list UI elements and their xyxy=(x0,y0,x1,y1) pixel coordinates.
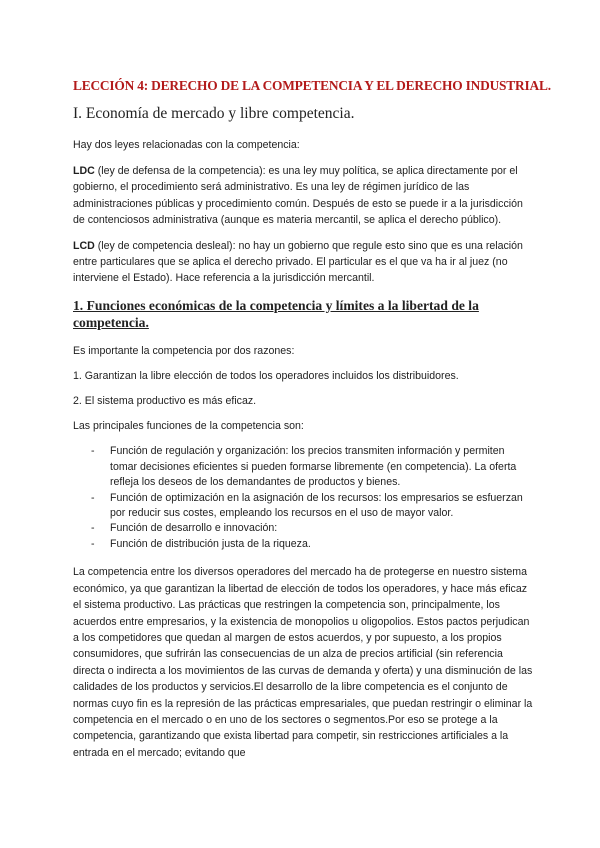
bullet-dash: - xyxy=(91,522,95,535)
reason-1: 1. Garantizan la libre elección de todos los operadores incluidos los distribuidores. xyxy=(73,369,459,382)
list-item xyxy=(91,521,533,536)
lcd-text: (ley de competencia desleal): no hay un gobierno que regule esto sino que es una relación entre particulares que se aplica el derecho privado. El particular es el que va ha ir al juez (no interviene el Estado). Hace referencia a la jurisdicción mercantil. xyxy=(73,240,523,285)
reasons-intro: Es importante la competencia por dos razones: xyxy=(73,344,295,357)
lcd-term: LCD xyxy=(73,240,95,253)
bullet-dash: - xyxy=(91,537,95,550)
lcd-paragraph xyxy=(73,238,533,287)
bullet-dash: - xyxy=(91,491,95,504)
list-item xyxy=(91,491,533,522)
subsection-title: 1. Funciones económicas de la competencia y límites a la libertad de la competencia. xyxy=(73,297,479,330)
document-page xyxy=(73,78,551,761)
bullet-dash: - xyxy=(91,445,95,458)
list-item xyxy=(91,444,533,490)
function-text: Función de optimización en la asignación de los recursos: los empresarios se esfuerzan por reducir sus costes, empleando los recursos en el uso de mayor valor. xyxy=(110,491,523,520)
closing-paragraph: La competencia entre los diversos operadores del mercado ha de protegerse en nuestro sistema económico, ya que garantizan la libertad de elección de todos los operadores, y hace más eficaz el sistema productivo. Las prácticas que restringen la competencia son, principalmente, los acuerdos entre empresarios, y la existencia de monopolios u oligopolios. Estos pactos perjudican a los competidores que quedan al margen de estos acuerdos, y por supuesto, a los propios consumidores, que sufrirán las consecuencias de un alza de precios artificial (sin referencia directa o indirecta a los movimientos de las curvas de demanda y oferta) y una disminución de las calidades de los productos y servicios.El desarrollo de la libre competencia es el conjunto de normas cuyo fin es la represión de las prácticas empresariales, que puedan restringir o eliminar la competencia en el mercado o en uno de los sectores o segmentos.Por eso se protege a la competencia, garantizando que exista libertad para competir, sin restricciones artificiales a la entrada en el mercado; evitando que xyxy=(73,566,533,759)
lesson-title: LECCIÓN 4: DERECHO DE LA COMPETENCIA Y EL DERECHO INDUSTRIAL. xyxy=(73,78,551,93)
ldc-text: (ley de defensa de la competencia): es una ley muy política, se aplica directamente por el gobierno, el procedimiento será administrativo. Es una ley de régimen jurídico de las administraciones públicas y procedimiento común. Después de esto se puede ir a la jurisdicción de contenciosos administrativa (aunque es materia mercantil, se aplica el derecho público). xyxy=(73,165,523,226)
functions-intro: Las principales funciones de la competencia son: xyxy=(73,420,304,433)
function-text: Función de distribución justa de la riqueza. xyxy=(110,537,311,550)
function-text: Función de desarrollo e innovación: xyxy=(110,522,278,535)
list-item xyxy=(91,537,533,552)
section-title: I. Economía de mercado y libre competencia. xyxy=(73,105,355,122)
ldc-paragraph xyxy=(73,163,533,228)
intro-paragraph: Hay dos leyes relacionadas con la competencia: xyxy=(73,139,300,151)
ldc-term: LDC xyxy=(73,165,95,178)
function-text: Función de regulación y organización: los precios transmiten información y permiten tomar decisiones eficientes si pueden formarse libremente (en competencia). La oferta refleja los deseos de los demandantes de productos y bienes. xyxy=(110,445,517,489)
functions-list xyxy=(73,444,533,552)
reason-2: 2. El sistema productivo es más eficaz. xyxy=(73,395,257,408)
